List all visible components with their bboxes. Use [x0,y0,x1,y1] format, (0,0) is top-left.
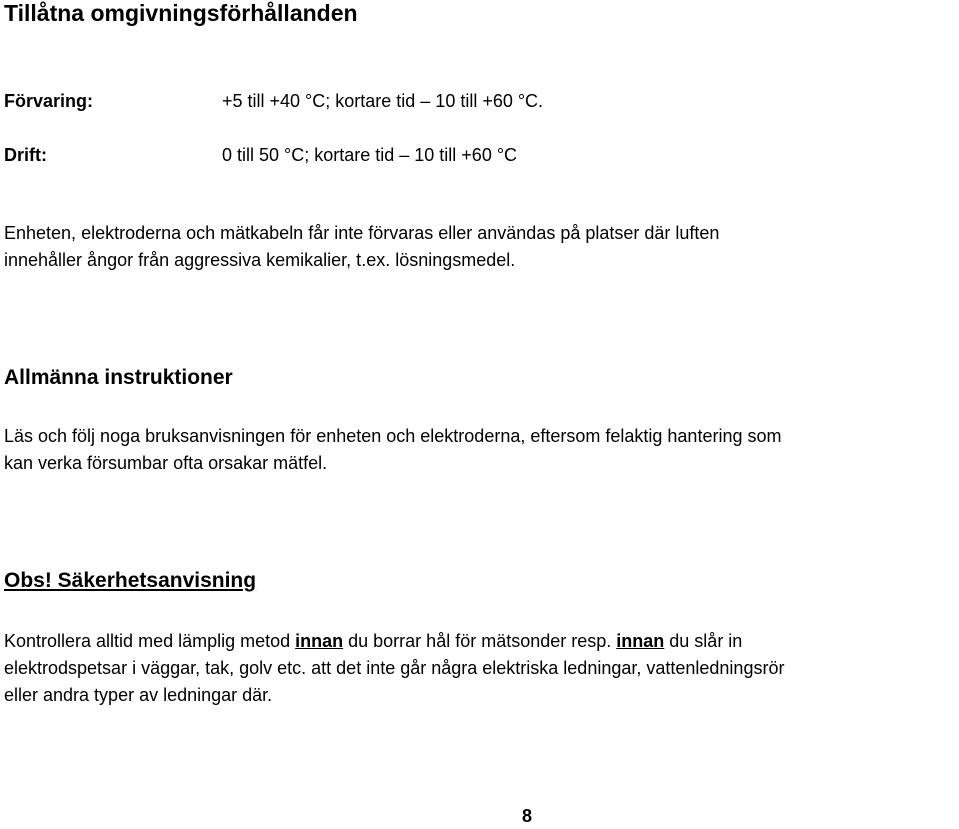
safety-line-1-part-c: du borrar hål för mätsonder resp. [343,631,617,651]
safety-line-3: eller andra typer av ledningar där. [4,685,273,705]
safety-line-1-part-a: Kontrollera alltid med lämplig metod [4,631,296,651]
safety-heading: Obs! Säkerhetsanvisning [4,569,257,592]
safety-emphasis-innan-1: innan [295,631,344,651]
storage-value: +5 till +40 °C; kortare tid – 10 till +60 °C. [222,91,544,111]
operation-value: 0 till 50 °C; kortare tid – 10 till +60 °C [222,145,518,165]
environment-note-line-1: Enheten, elektroderna och mätkabeln får inte förvaras eller användas på platser där luften [4,223,720,243]
general-instructions-heading: Allmänna instruktioner [4,366,233,389]
environment-note-line-2: innehåller ångor från aggressiva kemikalier, t.ex. lösningsmedel. [4,250,516,270]
safety-line-2: elektrodspetsar i väggar, tak, golv etc. att det inte går några elektriska ledningar, vattenledningsrör [4,658,785,678]
page-title: Tillåtna omgivningsförhållanden [4,0,358,26]
safety-line-1 [4,628,742,655]
general-instructions-line-2: kan verka försumbar ofta orsakar mätfel. [4,453,328,473]
operation-label: Drift: [4,145,47,165]
safety-emphasis-innan-2: innan [616,631,665,651]
general-instructions-line-1: Läs och följ noga bruksanvisningen för enheten och elektroderna, eftersom felaktig hantering som [4,426,782,446]
safety-line-1-part-e: du slår in [664,631,743,651]
storage-label: Förvaring: [4,91,94,111]
page-number: 8 [522,806,533,826]
